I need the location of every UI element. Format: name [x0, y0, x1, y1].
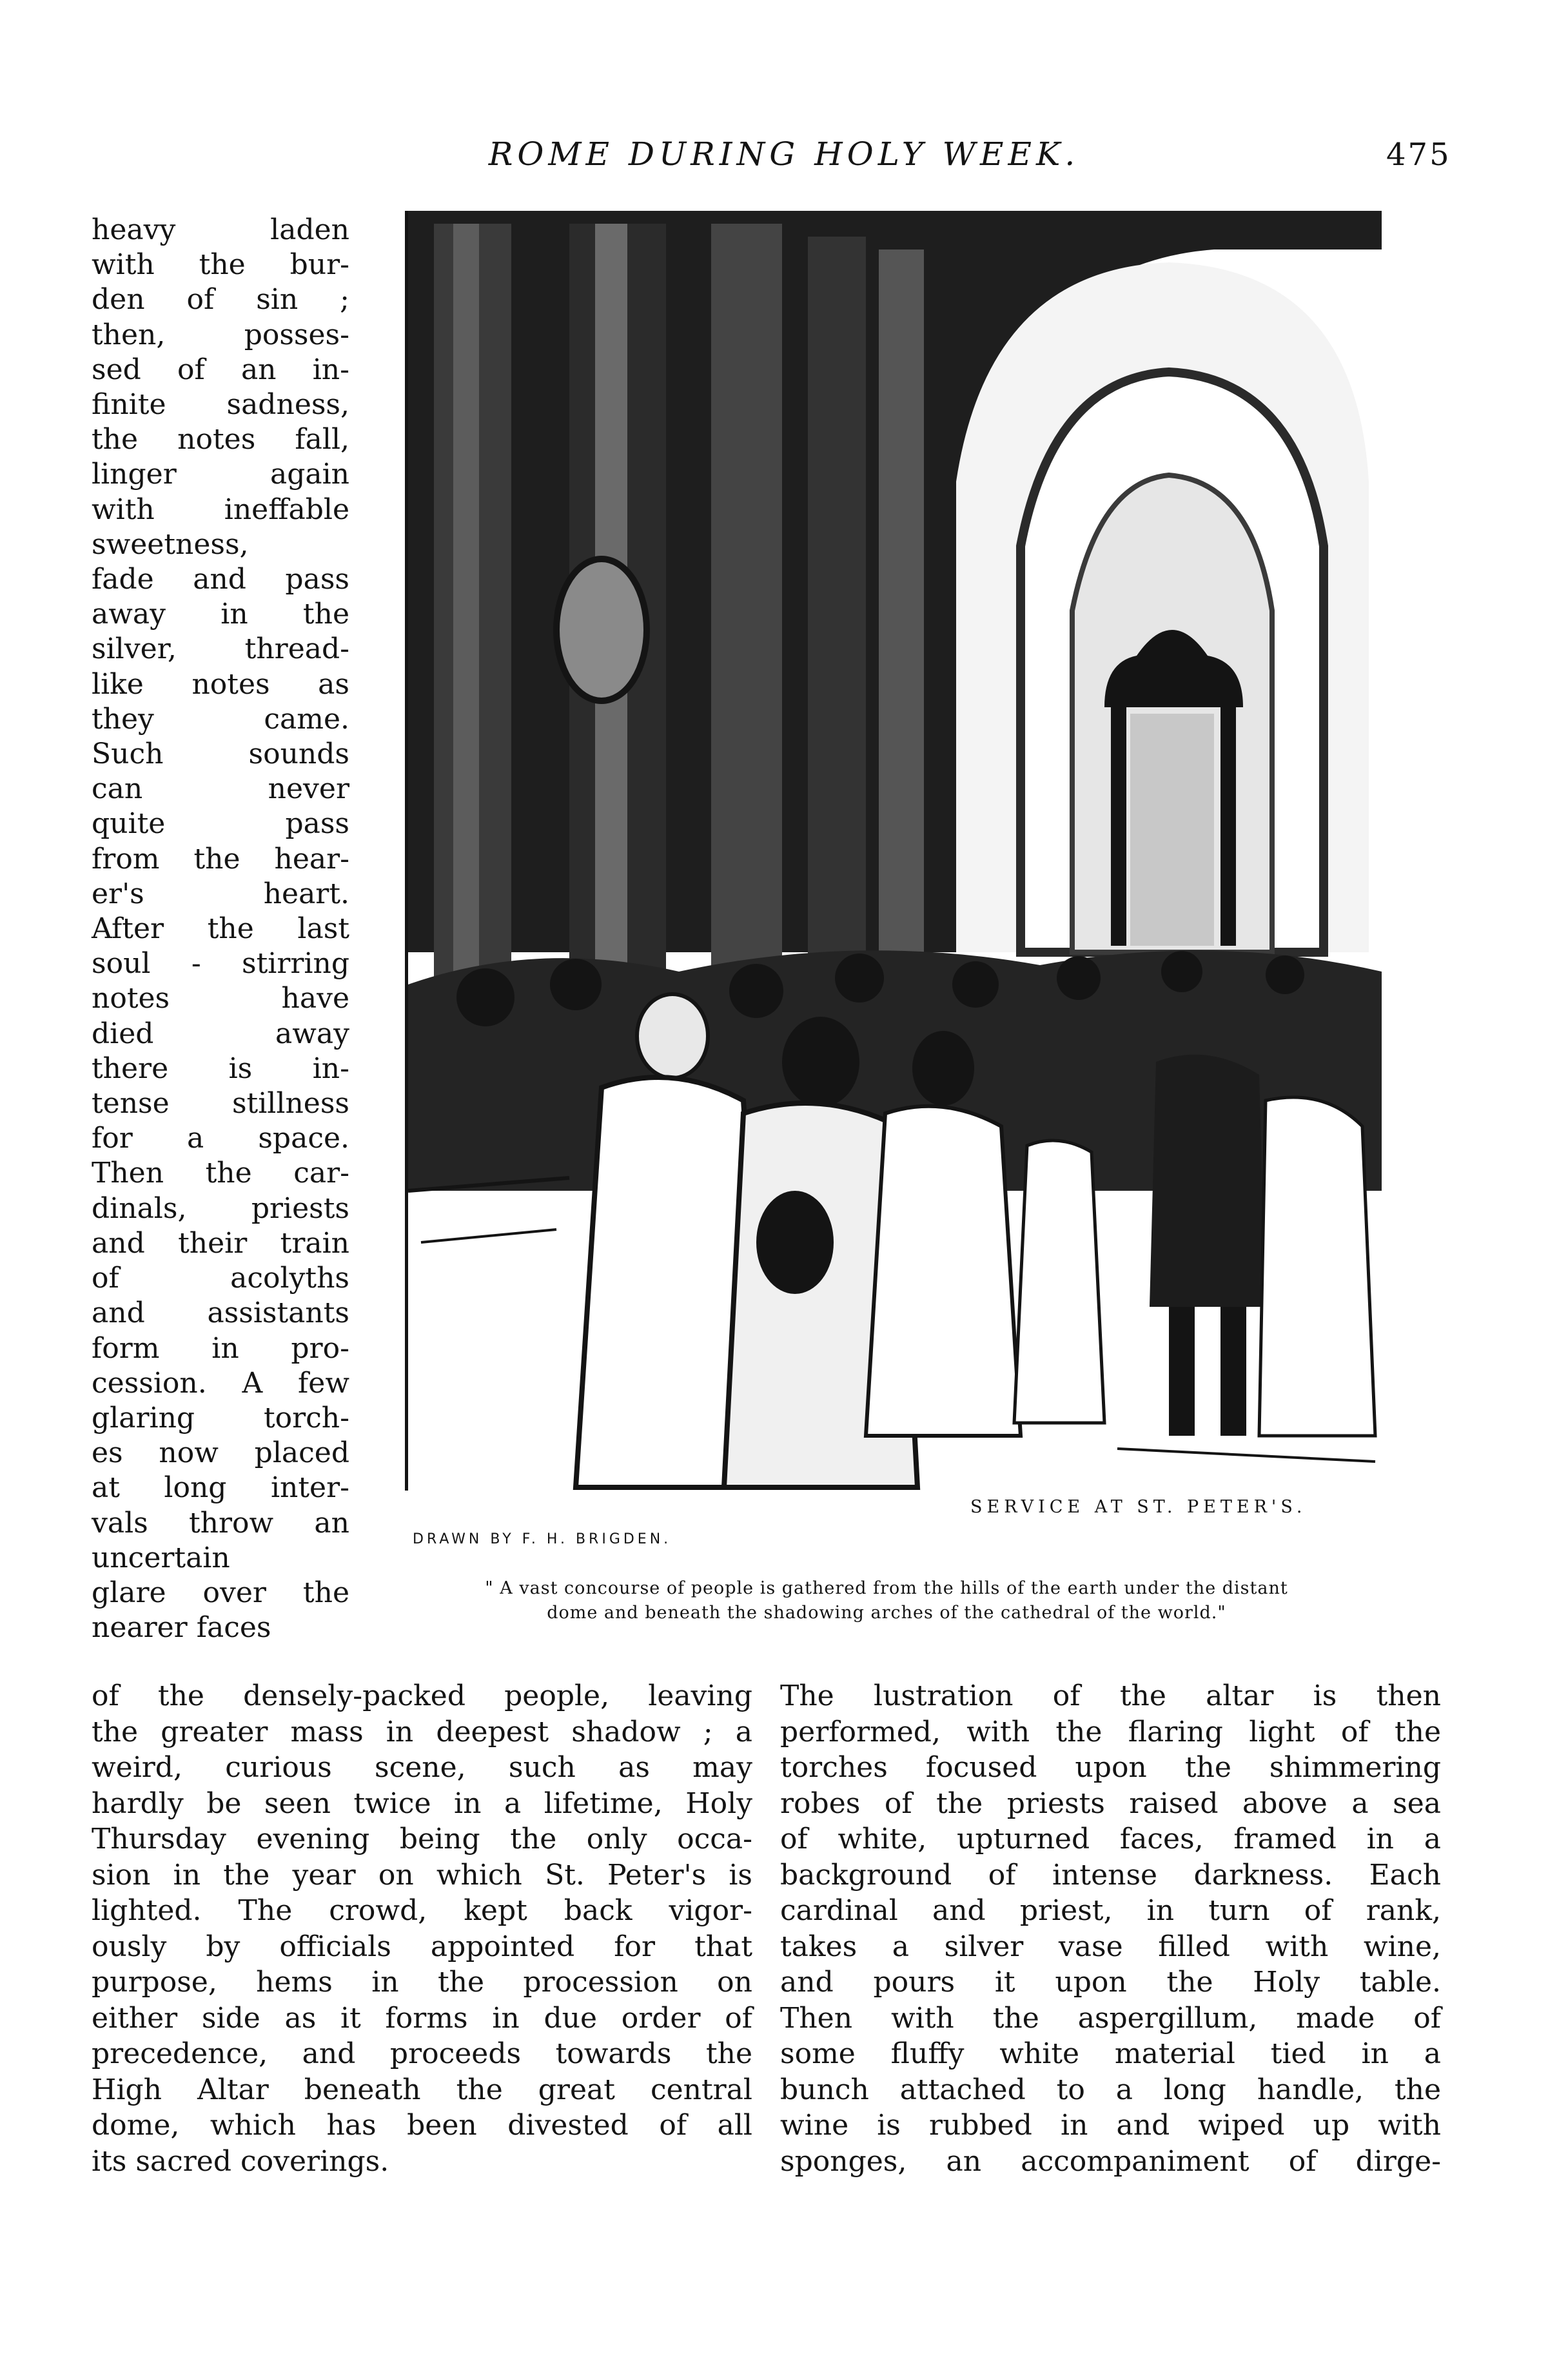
text-line: After the last — [92, 912, 349, 946]
text-line: sweetness, — [92, 527, 249, 561]
text-line: dome, which has been divested of all — [92, 2109, 752, 2142]
text-line: for a space. — [92, 1122, 349, 1155]
text-line: of white, upturned faces, framed in a — [780, 1823, 1441, 1855]
text-line: dinals, priests — [92, 1191, 349, 1225]
text-line: lighted. The crowd, kept back vigor- — [92, 1894, 752, 1927]
text-line: cardinal and priest, in turn of rank, — [780, 1894, 1441, 1927]
text-line: of the densely-packed people, leaving — [92, 1679, 752, 1712]
text-line: background of intense darkness. Each — [780, 1858, 1441, 1892]
text-line: wine is rubbed in and wiped up with — [780, 2109, 1441, 2142]
text-line: and pours it upon the Holy table. — [780, 1966, 1441, 1999]
text-line: ously by officials appointed for that — [92, 1930, 752, 1963]
text-line: cession. A few — [92, 1366, 349, 1400]
text-line: heavy laden — [92, 213, 349, 246]
text-line: glare over the — [92, 1576, 349, 1609]
text-line: sponges, an accompaniment of dirge- — [780, 2144, 1441, 2178]
text-line: quite pass — [92, 807, 349, 841]
text-line: they came. — [92, 702, 349, 736]
text-line: finite sadness, — [92, 388, 349, 422]
text-line: then, posses- — [92, 318, 349, 351]
text-line: purpose, hems in the procession on — [92, 1966, 752, 1999]
text-line: its sacred coverings. — [92, 2144, 389, 2178]
text-line: er's heart. — [92, 877, 349, 910]
illustration-credit: DRAWN BY F. H. BRIGDEN. — [413, 1531, 672, 1547]
text-line: hardly be seen twice in a lifetime, Holy — [92, 1786, 752, 1820]
text-line: silver, thread- — [92, 632, 349, 666]
body-column-left — [92, 1678, 752, 2179]
text-line: away in the — [92, 598, 349, 631]
body-column-right — [780, 1678, 1441, 2179]
text-line: soul - stirring — [92, 947, 349, 981]
engraving-image — [408, 211, 1382, 1491]
illustration-caption — [380, 1576, 1393, 1625]
text-line: can never — [92, 772, 349, 806]
text-line: and assistants — [92, 1297, 349, 1330]
text-line: fade and pass — [92, 563, 349, 596]
text-line: there is in- — [92, 1052, 349, 1085]
text-line: nearer faces — [92, 1611, 271, 1645]
text-line: performed, with the flaring light of the — [780, 1715, 1441, 1748]
illustration-title: SERVICE AT ST. PETER'S. — [970, 1497, 1307, 1517]
text-line: es now placed — [92, 1436, 349, 1470]
text-line: torches focused upon the shimmering — [780, 1751, 1441, 1784]
text-line: linger again — [92, 458, 349, 491]
text-line: at long inter- — [92, 1471, 349, 1505]
text-line: the greater mass in deepest shadow ; a — [92, 1715, 752, 1748]
text-line: form in pro- — [92, 1331, 349, 1365]
text-line: and their train — [92, 1226, 349, 1260]
text-line: notes have — [92, 982, 349, 1015]
text-line: tense stillness — [92, 1087, 349, 1121]
text-line: uncertain — [92, 1541, 230, 1574]
text-line: the notes fall, — [92, 423, 349, 456]
text-line: Then with the aspergillum, made of — [780, 2001, 1441, 2035]
text-line: with the bur- — [92, 248, 349, 282]
page-number: 475 — [1386, 137, 1451, 173]
text-line: weird, curious scene, such as may — [92, 1751, 752, 1784]
text-line: with ineffable — [92, 493, 349, 526]
text-line: den of sin ; — [92, 283, 349, 317]
text-line: like notes as — [92, 667, 349, 701]
text-line: of acolyths — [92, 1262, 349, 1295]
caption-line: dome and beneath the shadowing arches of the cathedral of the world." — [547, 1603, 1226, 1623]
text-line: takes a silver vase filled with wine, — [780, 1930, 1441, 1963]
wrap-text-column — [92, 213, 349, 1645]
text-line: precedence, and proceeds towards the — [92, 2037, 752, 2070]
text-line: Then the car- — [92, 1157, 349, 1190]
text-line: High Altar beneath the great central — [92, 2073, 752, 2106]
text-line: either side as it forms in due order of — [92, 2001, 752, 2035]
text-line: sion in the year on which St. Peter's is — [92, 1858, 752, 1892]
text-line: died away — [92, 1017, 349, 1050]
illustration-service-at-st-peters — [405, 211, 1382, 1491]
text-line: Such sounds — [92, 738, 349, 771]
running-title: ROME DURING HOLY WEEK. — [488, 135, 1080, 173]
text-line: bunch attached to a long handle, the — [780, 2073, 1441, 2106]
text-line: some fluffy white material tied in a — [780, 2037, 1441, 2070]
text-line: The lustration of the altar is then — [780, 1679, 1441, 1712]
text-line: glaring torch- — [92, 1401, 349, 1434]
text-line: Thursday evening being the only occa- — [92, 1823, 752, 1855]
text-line: vals throw an — [92, 1506, 349, 1540]
text-line: robes of the priests raised above a sea — [780, 1786, 1441, 1820]
caption-line: " A vast concourse of people is gathered from the hills of the earth under the distant — [485, 1578, 1288, 1598]
text-line: sed of an in- — [92, 353, 349, 386]
text-line: from the hear- — [92, 842, 349, 876]
